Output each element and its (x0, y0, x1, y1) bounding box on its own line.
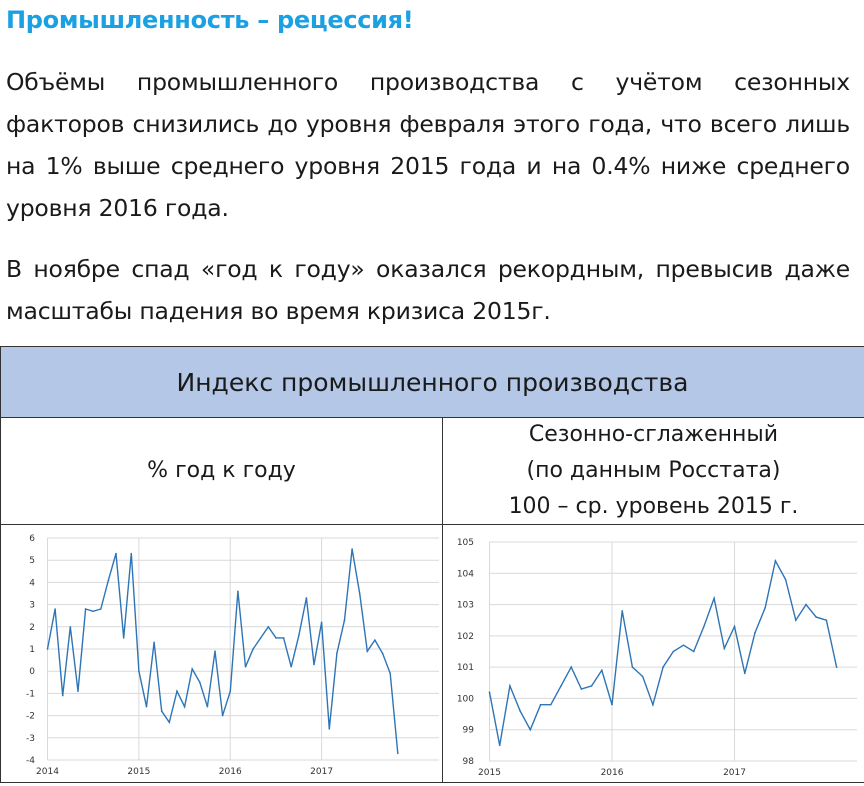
yoy-series-line (48, 549, 398, 753)
yoy-x-tick-label: 2015 (127, 767, 151, 777)
yoy-data-point (77, 690, 79, 692)
seasonal-y-tick-label: 101 (456, 663, 474, 674)
yoy-data-point (344, 619, 346, 621)
yoy-y-tick-label: 0 (29, 667, 35, 678)
yoy-y-tick-label: 5 (29, 556, 35, 567)
seasonal-data-point (591, 685, 593, 687)
seasonal-data-point (642, 676, 644, 678)
seasonal-data-point (621, 610, 623, 612)
seasonal-data-point (703, 626, 705, 628)
yoy-data-point (268, 626, 270, 628)
paragraph-november-decline: В ноябре спад «год к году» оказался рекордным, превысив даже масштабы падения во время кризиса 2015г. (6, 255, 850, 325)
yoy-x-tick-label: 2017 (310, 767, 334, 777)
seasonal-data-point (581, 688, 583, 690)
yoy-data-point (161, 710, 163, 712)
yoy-data-point (359, 593, 361, 595)
seasonal-data-point (560, 685, 562, 687)
yoy-data-point (382, 653, 384, 655)
seasonal-data-point (734, 626, 736, 628)
yoy-data-point (374, 639, 376, 641)
seasonal-data-point (662, 666, 664, 668)
yoy-data-point (397, 753, 399, 755)
yoy-data-point (351, 548, 353, 550)
yoy-data-point (336, 653, 338, 655)
table-header: Индекс промышленного производства (1, 347, 864, 418)
column-header-seasonal (443, 418, 864, 525)
seasonal-series-line (490, 561, 837, 746)
yoy-data-point (176, 690, 178, 692)
yoy-data-point (138, 670, 140, 672)
yoy-data-point (290, 666, 292, 668)
yoy-data-point (321, 622, 323, 624)
yoy-data-point (47, 648, 49, 650)
yoy-data-point (367, 650, 369, 652)
yoy-data-point (169, 721, 171, 723)
chart-cell-yoy (1, 525, 443, 782)
yoy-data-point (214, 650, 216, 652)
column-header-yoy: % год к году (1, 418, 443, 525)
seasonal-data-point (550, 704, 552, 706)
seasonal-y-tick-label: 103 (456, 600, 474, 611)
yoy-data-point (389, 673, 391, 675)
yoy-data-point (199, 682, 201, 684)
yoy-data-point (123, 637, 125, 639)
yoy-y-tick-label: 1 (29, 645, 35, 655)
yoy-data-point (54, 608, 56, 610)
seasonal-data-point (815, 616, 817, 618)
seasonal-x-tick-label: 2017 (723, 768, 746, 778)
yoy-data-point (184, 706, 186, 708)
yoy-y-tick-label: 2 (29, 622, 35, 633)
seasonal-data-point (785, 579, 787, 581)
seasonal-data-point (744, 673, 746, 675)
column-header-seasonal-line-3: 100 – ср. уровень 2015 г. (508, 494, 799, 519)
yoy-data-point (130, 553, 132, 555)
column-header-seasonal-line-1: Сезонно-сглаженный (528, 422, 779, 447)
seasonal-data-point (764, 607, 766, 609)
seasonal-data-point (795, 619, 797, 621)
seasonal-y-tick-label: 105 (456, 538, 474, 548)
seasonal-x-tick-label: 2015 (478, 768, 501, 778)
yoy-data-point (85, 608, 87, 610)
yoy-data-point (222, 715, 224, 717)
chart-cell-seasonal (443, 525, 864, 782)
seasonal-data-point (519, 710, 521, 712)
seasonal-data-point (724, 648, 726, 650)
seasonal-y-tick-label: 100 (456, 694, 474, 705)
yoy-y-tick-label: -4 (26, 756, 35, 766)
yoy-y-tick-label: 4 (29, 578, 35, 589)
seasonal-data-point (683, 644, 685, 646)
yoy-y-tick-label: -3 (26, 733, 35, 744)
seasonal-data-point (611, 704, 613, 706)
yoy-data-point (108, 579, 110, 581)
yoy-data-point (306, 597, 308, 599)
yoy-y-tick-label: -1 (26, 689, 35, 700)
seasonal-data-point (826, 619, 828, 621)
yoy-data-point (275, 637, 277, 639)
seasonal-data-point (530, 729, 532, 731)
yoy-data-point (283, 637, 285, 639)
yoy-data-point (328, 728, 330, 730)
seasonal-data-point (540, 704, 542, 706)
yoy-data-point (237, 590, 239, 592)
yoy-y-tick-label: 6 (29, 534, 35, 544)
yoy-data-point (70, 626, 72, 628)
yoy-data-point (100, 608, 102, 610)
yoy-x-tick-label: 2014 (36, 767, 59, 777)
seasonal-data-point (632, 666, 634, 668)
yoy-data-point (62, 695, 64, 697)
seasonal-y-tick-label: 102 (456, 631, 474, 642)
seasonal-data-point (672, 651, 674, 653)
seasonal-data-point (836, 666, 838, 668)
seasonal-data-point (570, 666, 572, 668)
seasonal-data-point (499, 745, 501, 747)
yoy-data-point (313, 664, 315, 666)
seasonal-data-point (805, 604, 807, 606)
production-index-table (0, 346, 864, 783)
yoy-data-point (153, 642, 155, 644)
yoy-data-point (298, 635, 300, 637)
page-title: Промышленность – рецессия! (6, 6, 414, 34)
seasonal-y-tick-label: 98 (462, 757, 474, 767)
yoy-data-point (146, 706, 148, 708)
seasonal-data-point (754, 632, 756, 634)
seasonal-data-point (775, 560, 777, 562)
seasonal-x-tick-label: 2016 (600, 768, 624, 778)
yoy-x-tick-label: 2016 (218, 767, 242, 777)
yoy-data-point (229, 690, 231, 692)
yoy-data-point (115, 553, 117, 555)
yoy-data-point (191, 668, 193, 670)
seasonal-data-point (489, 691, 491, 693)
yoy-data-point (92, 610, 94, 612)
seasonal-line-chart (443, 525, 864, 782)
yoy-data-point (260, 637, 262, 639)
seasonal-data-point (509, 685, 511, 687)
seasonal-y-tick-label: 99 (462, 725, 474, 736)
yoy-y-tick-label: -2 (26, 711, 35, 722)
seasonal-data-point (693, 651, 695, 653)
yoy-data-point (207, 706, 209, 708)
seasonal-data-point (601, 669, 603, 671)
seasonal-y-tick-label: 104 (456, 569, 474, 580)
yoy-data-point (245, 666, 247, 668)
seasonal-data-point (652, 704, 654, 706)
yoy-line-chart (1, 525, 442, 782)
column-header-seasonal-line-2: (по данным Росстата) (526, 458, 781, 483)
seasonal-data-point (713, 598, 715, 600)
yoy-data-point (252, 648, 254, 650)
paragraph-production-volumes: Объёмы промышленного производства с учётом сезонных факторов снизились до уровня февраля этого года, что всего лишь на 1% выше среднего уровня 2015 года и на 0.4% ниже среднего уровня 2016 года. (6, 68, 850, 222)
yoy-y-tick-label: 3 (29, 600, 35, 611)
